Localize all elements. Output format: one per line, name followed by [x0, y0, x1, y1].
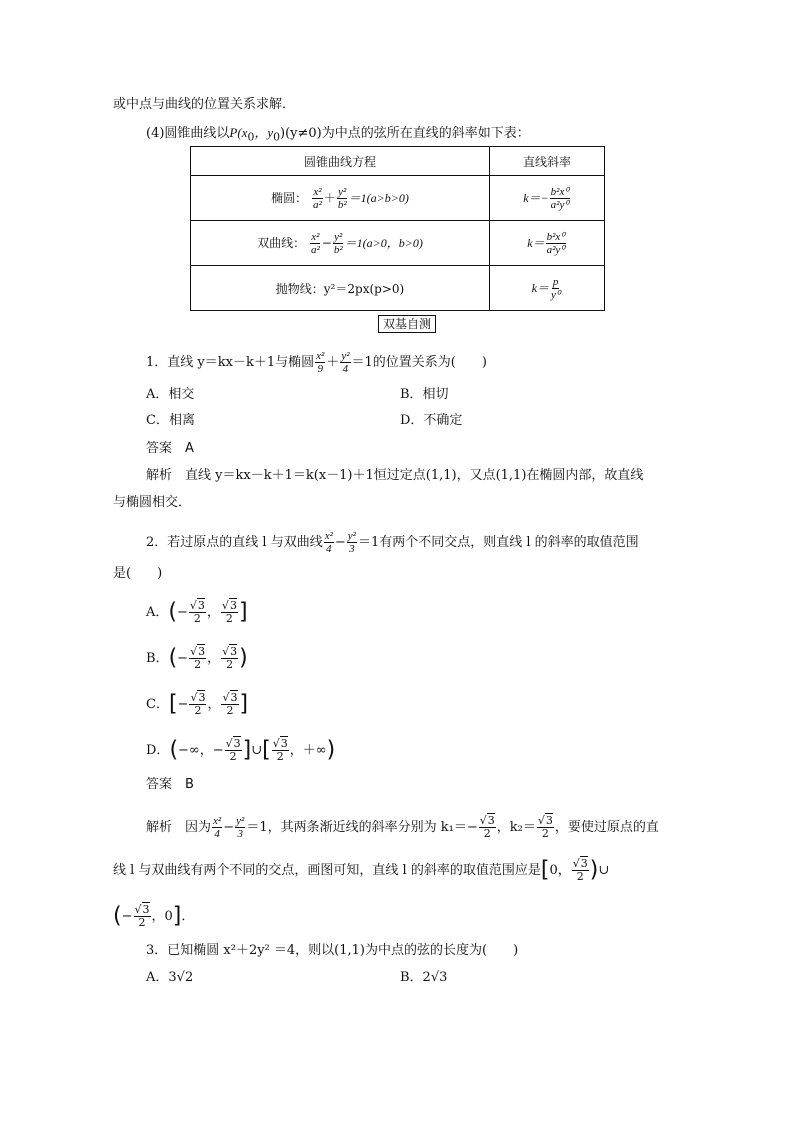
q2-option-a: A．(− $\frac{√3}{2}$ ， $\frac{√3}{2}$ ] — [146, 599, 248, 625]
table-row: 抛物线：y²＝2px(p>0) k＝ $\frac{p}{\text{y⁰}}$ — [191, 266, 605, 311]
q2-answer: 答案 B — [146, 777, 194, 792]
q1-answer: 答案 A — [146, 441, 194, 456]
q2-stem: 2．若过原点的直线 l 与双曲线 $\frac{\text{x²}}{4}$ − $\frac{\text{y²}}{3}$ ＝1有两个不同交点，则直线 l 的斜率的取值范围 — [146, 530, 639, 555]
table-row: 双曲线： $\frac{\text{x²}}{\text{a²}}$ − $\frac{\text{y²}}{\text{b²}}$ ＝1(a>0，b>0) k＝ $\frac{\text{b²x⁰}}{\text{a²y⁰}}$ — [191, 221, 605, 266]
parabola-label: 抛物线：y²＝2px(p>0) — [275, 281, 405, 296]
q2-option-d: D．(−∞，− $\frac{√3}{2}$ ]∪[ $\frac{√3}{2}$ ，＋∞) — [146, 737, 336, 763]
ellipse-slope: k＝− — [523, 190, 549, 205]
q3-option-b: B．2√3 — [400, 970, 448, 985]
q2-analysis-2: 线 l 与双曲线有两个不同的交点，画图可知，直线 l 的斜率的取值范围应是[0， $\frac{√3}{2}$ )∪ — [113, 857, 610, 883]
q1-option-a: A．相交 — [146, 387, 195, 402]
q2-option-c: C．[− $\frac{√3}{2}$ ， $\frac{√3}{2}$ ] — [146, 691, 249, 717]
intro-line-1: 或中点与曲线的位置关系求解． — [113, 97, 296, 112]
q2-stem-cont: 是( ) — [113, 566, 163, 581]
q2-analysis-3: (− $\frac{√3}{2}$ ，0]． — [113, 903, 195, 929]
q1-analysis-1: 解析 直线 y＝kx－k＋1＝k(x－1)＋1恒过定点(1,1)，又点(1,1)在椭圆内部，故直线 — [146, 468, 644, 483]
parabola-slope: k＝ — [531, 280, 550, 295]
q3-option-a: A．3√2 — [146, 970, 194, 985]
hyperbola-slope: k＝ — [527, 235, 545, 250]
table-header-slope: 直线斜率 — [490, 147, 605, 176]
ellipse-label: 椭圆： — [271, 190, 308, 205]
section-label: 双基自测 — [378, 315, 436, 333]
q1-option-b: B．相切 — [400, 387, 449, 402]
ellipse-condition: ＝1(a>b>0) — [348, 190, 409, 205]
table-header-equation: 圆锥曲线方程 — [191, 147, 490, 176]
q1-option-d: D．不确定 — [400, 413, 463, 428]
table-row: 椭圆： $\frac{\text{x²}}{\text{a²}}$ ＋ $\frac{\text{y²}}{\text{b²}}$ ＝1(a>b>0) k＝− $\frac{\text{b²x⁰}}{\text{a²y⁰}}$ — [191, 176, 605, 221]
q1-stem: 1．直线 y＝kx－k＋1与椭圆 $\frac{\text{x²}}{9}$ ＋ $\frac{\text{y²}}{4}$ ＝1的位置关系为( ) — [146, 350, 487, 375]
q2-option-b: B．(− $\frac{√3}{2}$ ， $\frac{√3}{2}$ ) — [146, 645, 248, 671]
q2-analysis-1: 解析 因为 $\frac{\text{x²}}{4}$ − $\frac{\text{y²}}{3}$ ＝1，其两条渐近线的斜率分别为 k₁＝− $\frac{√3}{2}$ ，k₂＝ $\frac{√3}{2}$ ，要使过原点的直 — [146, 814, 659, 840]
hyperbola-condition: ＝1(a>0，b>0) — [344, 235, 423, 250]
q1-analysis-2: 与椭圆相交． — [113, 495, 192, 510]
conic-slope-table — [190, 146, 605, 311]
intro-line-2: (4)圆锥曲线以$P(x_0$，$y_0)(y\ne 0)$为中点的弦所在直线的斜率如下表： — [146, 125, 530, 144]
q1-option-c: C．相离 — [146, 413, 195, 428]
q3-stem: 3．已知椭圆 x²＋2y² ＝4，则以(1,1)为中点的弦的长度为( ) — [146, 943, 519, 958]
hyperbola-label: 双曲线： — [257, 235, 306, 250]
